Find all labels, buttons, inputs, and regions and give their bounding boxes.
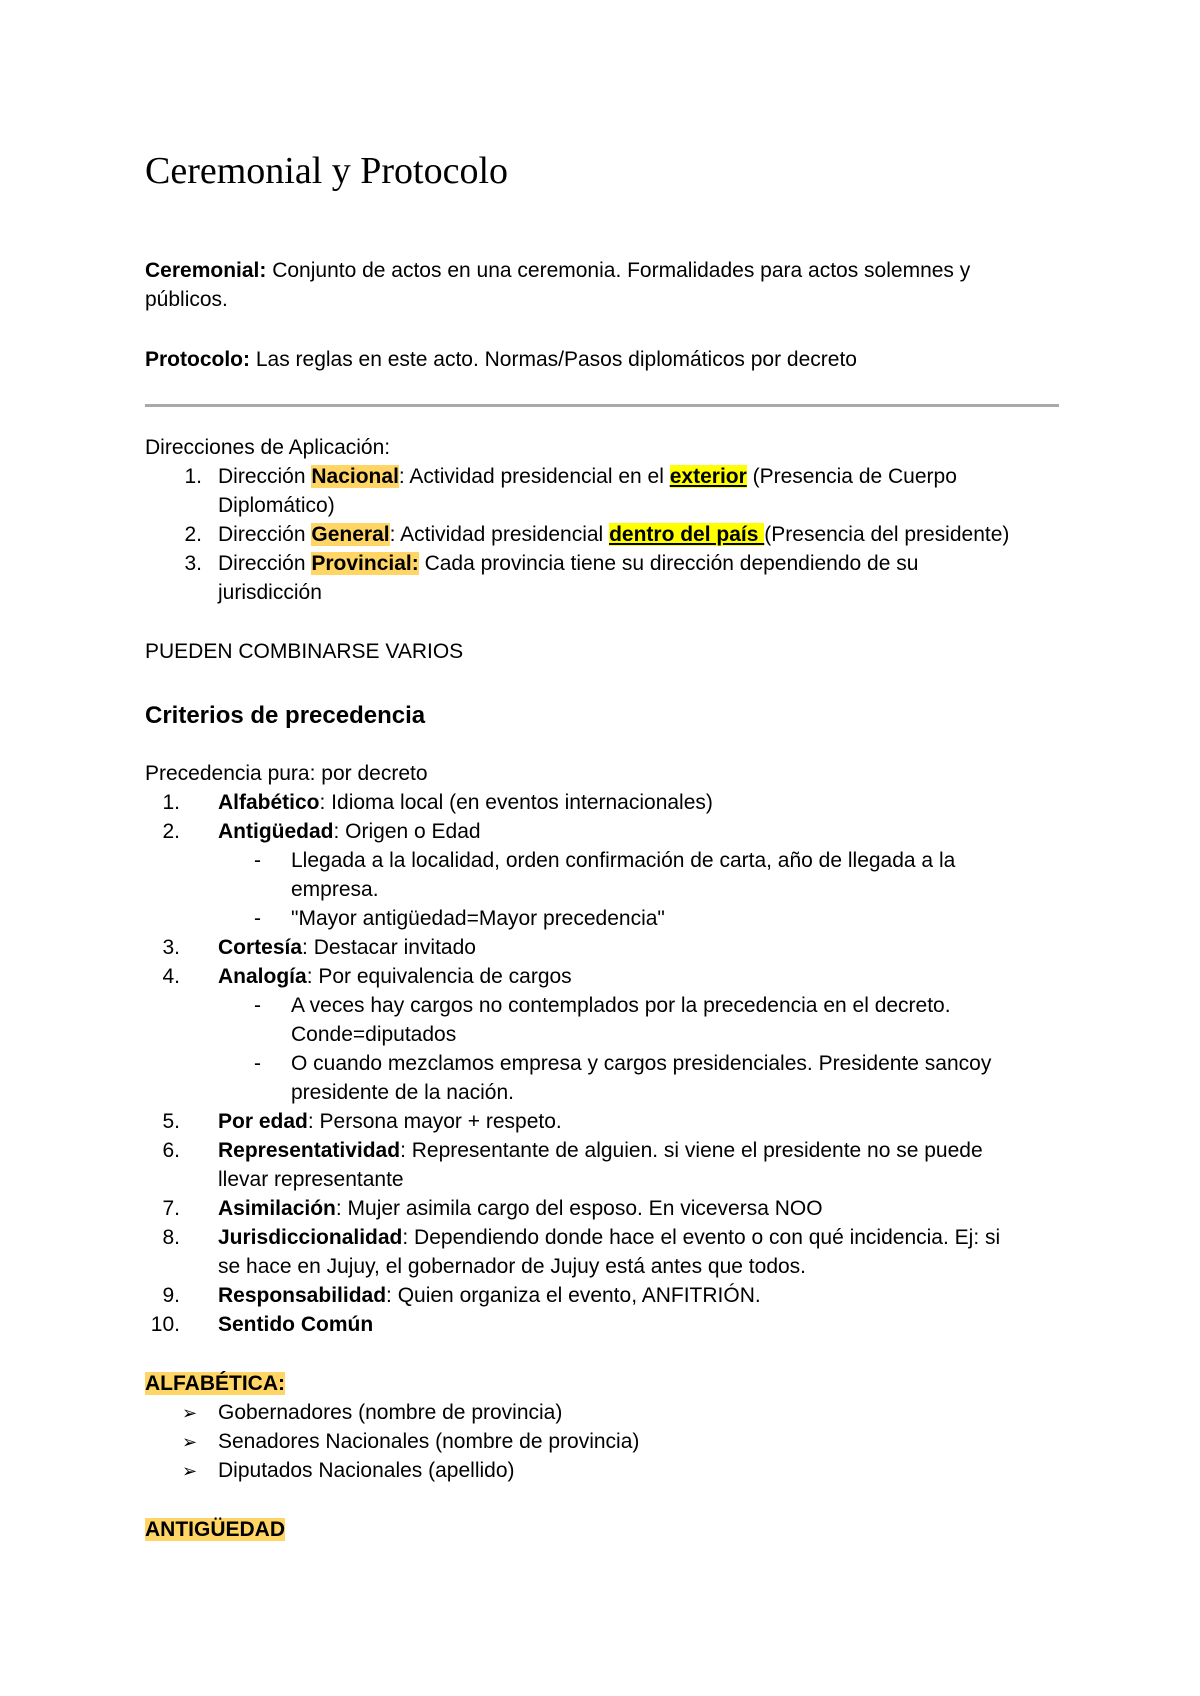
sub-bullet-dash: - bbox=[254, 849, 261, 872]
highlight-dentro-del-pais: dentro del país bbox=[609, 523, 765, 546]
list-item bbox=[218, 521, 1009, 549]
list-number: 2. bbox=[162, 820, 180, 843]
list-number: 3. bbox=[184, 552, 202, 575]
item-text: : Representante de alguien. si viene el presidente no se puede bbox=[400, 1139, 983, 1162]
list-number: 1. bbox=[184, 465, 202, 488]
bullet-item: Gobernadores (nombre de provincia) bbox=[218, 1401, 563, 1424]
sub-item: A veces hay cargos no contemplados por la precedencia en el decreto. bbox=[291, 994, 951, 1017]
item-text: : Actividad presidencial en el bbox=[398, 465, 670, 488]
list-number: 7. bbox=[162, 1197, 180, 1220]
list-item-cont: llevar representante bbox=[218, 1168, 404, 1191]
sub-item: "Mayor antigüedad=Mayor precedencia" bbox=[291, 907, 665, 930]
item-text: : Actividad presidencial bbox=[389, 523, 610, 546]
highlight-nacional: Nacional bbox=[311, 465, 399, 488]
item-label: Jurisdiccionalidad bbox=[218, 1226, 403, 1249]
item-text: (Presencia de Cuerpo bbox=[746, 465, 957, 488]
sub-item-cont: Conde=diputados bbox=[291, 1023, 457, 1046]
item-label: Analogía bbox=[218, 965, 307, 988]
list-number: 9. bbox=[162, 1284, 180, 1307]
ceremonial-label: Ceremonial: bbox=[145, 259, 267, 282]
item-text: : Quien organiza el evento, ANFITRIÓN. bbox=[386, 1284, 761, 1307]
list-item-cont: jurisdicción bbox=[218, 581, 322, 604]
list-item bbox=[218, 550, 918, 578]
direcciones-heading: Direcciones de Aplicación: bbox=[145, 436, 391, 459]
precedencia-intro: Precedencia pura: por decreto bbox=[145, 762, 428, 785]
list-number: 10. bbox=[150, 1313, 180, 1336]
list-number: 3. bbox=[162, 936, 180, 959]
item-text: Dirección bbox=[218, 465, 312, 488]
list-number: 2. bbox=[184, 523, 202, 546]
list-number: 6. bbox=[162, 1139, 180, 1162]
arrow-bullet-icon: ➢ bbox=[182, 1461, 198, 1481]
list-item bbox=[218, 463, 957, 491]
sub-bullet-dash: - bbox=[254, 994, 261, 1017]
list-item bbox=[218, 818, 481, 846]
highlight-provincial: Provincial: bbox=[311, 552, 419, 575]
list-item bbox=[218, 1224, 1000, 1252]
list-item-cont: Diplomático) bbox=[218, 494, 335, 517]
item-label: Por edad bbox=[218, 1110, 308, 1133]
item-label: Alfabético bbox=[218, 791, 320, 814]
item-text: Dirección bbox=[218, 523, 312, 546]
ceremonial-definition-cont: públicos. bbox=[145, 288, 228, 311]
item-label: Responsabilidad bbox=[218, 1284, 387, 1307]
bullet-item: Diputados Nacionales (apellido) bbox=[218, 1459, 515, 1482]
item-label: Cortesía bbox=[218, 936, 303, 959]
combinar-note: PUEDEN COMBINARSE VARIOS bbox=[145, 640, 464, 663]
list-item bbox=[218, 963, 572, 991]
protocolo-label: Protocolo: bbox=[145, 348, 250, 371]
item-text: : Mujer asimila cargo del esposo. En viceversa NOO bbox=[335, 1197, 823, 1220]
list-number: 8. bbox=[162, 1226, 180, 1249]
bullet-item: Senadores Nacionales (nombre de provincia) bbox=[218, 1430, 640, 1453]
protocolo-definition bbox=[145, 346, 857, 374]
item-text: Cada provincia tiene su dirección dependiendo de su bbox=[418, 552, 919, 575]
protocolo-text: Las reglas en este acto. Normas/Pasos diplomáticos por decreto bbox=[250, 348, 857, 371]
highlight-antiguedad: ANTIGÜEDAD bbox=[145, 1518, 285, 1541]
list-item bbox=[218, 1137, 983, 1165]
highlight-alfabetica: ALFABÉTICA: bbox=[145, 1372, 285, 1395]
item-text: : Persona mayor + respeto. bbox=[307, 1110, 562, 1133]
sub-item-cont: empresa. bbox=[291, 878, 379, 901]
item-text: : Destacar invitado bbox=[302, 936, 476, 959]
list-number: 4. bbox=[162, 965, 180, 988]
list-item bbox=[218, 1282, 761, 1310]
sub-bullet-dash: - bbox=[254, 907, 261, 930]
alfabetica-heading bbox=[145, 1370, 285, 1398]
item-text: : Por equivalencia de cargos bbox=[306, 965, 572, 988]
list-item bbox=[218, 1195, 823, 1223]
arrow-bullet-icon: ➢ bbox=[182, 1403, 198, 1423]
sub-item: Llegada a la localidad, orden confirmación de carta, año de llegada a la bbox=[291, 849, 956, 872]
sub-item: O cuando mezclamos empresa y cargos presidenciales. Presidente sancoy bbox=[291, 1052, 992, 1075]
item-label: Sentido Común bbox=[218, 1313, 374, 1336]
ceremonial-text: Conjunto de actos en una ceremonia. Formalidades para actos solemnes y bbox=[266, 259, 971, 282]
list-item-cont: se hace en Jujuy, el gobernador de Jujuy está antes que todos. bbox=[218, 1255, 807, 1278]
ceremonial-definition bbox=[145, 257, 970, 285]
page-title: Ceremonial y Protocolo bbox=[145, 150, 509, 192]
item-text: Dirección bbox=[218, 552, 312, 575]
item-label: Antigüedad bbox=[218, 820, 334, 843]
list-number: 5. bbox=[162, 1110, 180, 1133]
item-label: Representatividad bbox=[218, 1139, 401, 1162]
list-item bbox=[218, 934, 476, 962]
sub-bullet-dash: - bbox=[254, 1052, 261, 1075]
antiguedad-heading bbox=[145, 1516, 285, 1544]
item-text: : Idioma local (en eventos internacionales) bbox=[319, 791, 713, 814]
item-text: : Origen o Edad bbox=[333, 820, 481, 843]
item-text: (Presencia del presidente) bbox=[764, 523, 1010, 546]
list-number: 1. bbox=[162, 791, 180, 814]
horizontal-rule bbox=[145, 404, 1059, 407]
item-text: : Dependiendo donde hace el evento o con qué incidencia. Ej: si bbox=[402, 1226, 1001, 1249]
arrow-bullet-icon: ➢ bbox=[182, 1432, 198, 1452]
highlight-exterior: exterior bbox=[669, 465, 747, 488]
sub-item-cont: presidente de la nación. bbox=[291, 1081, 514, 1104]
list-item bbox=[218, 1311, 373, 1339]
list-item bbox=[218, 1108, 562, 1136]
section-heading-criterios: Criterios de precedencia bbox=[145, 702, 426, 729]
list-item bbox=[218, 789, 713, 817]
item-label: Asimilación bbox=[218, 1197, 336, 1220]
highlight-general: General bbox=[311, 523, 390, 546]
